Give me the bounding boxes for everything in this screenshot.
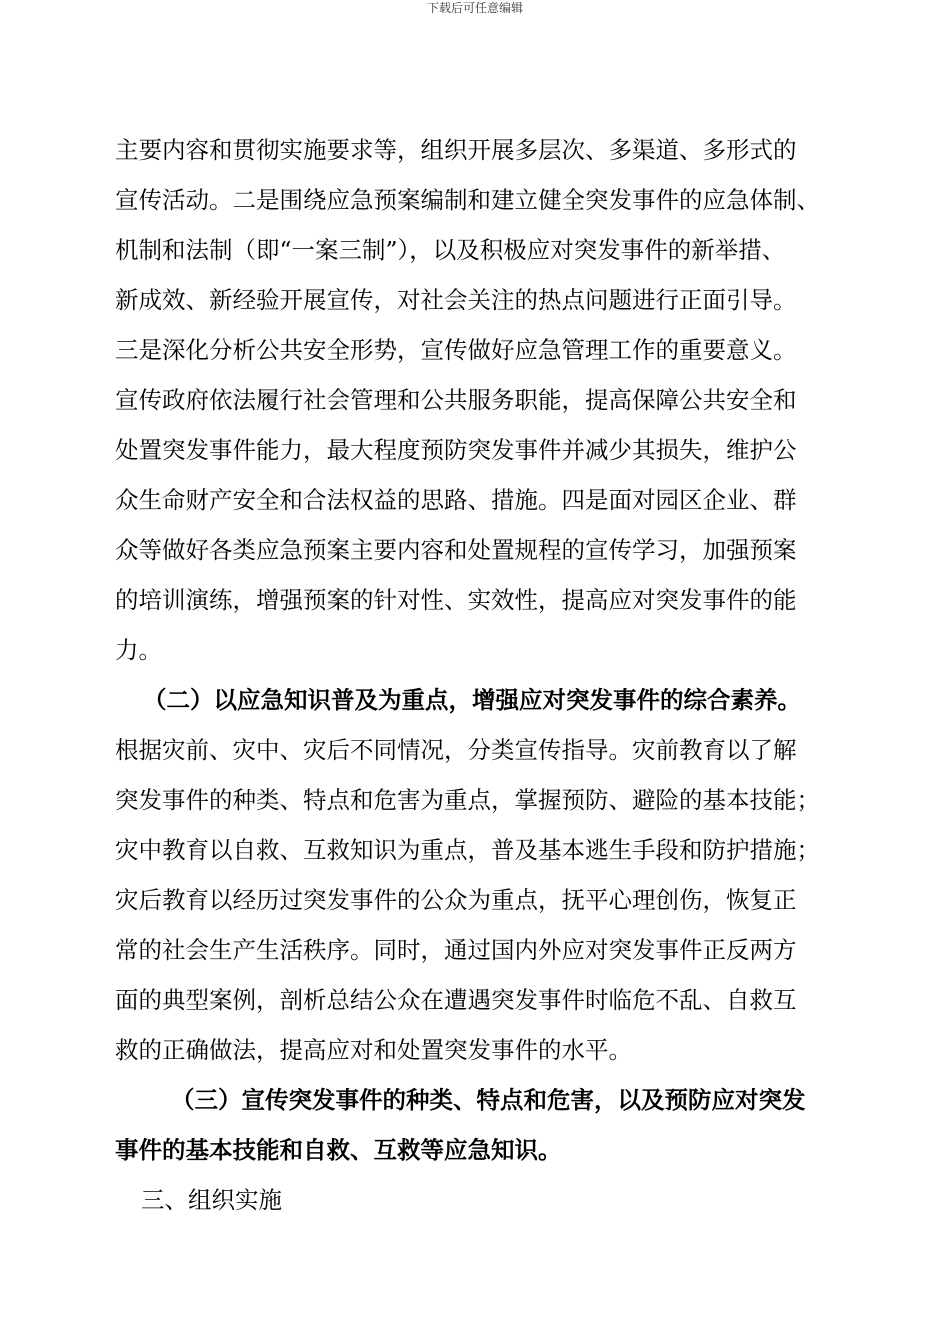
text-line: 众等做好各类应急预案主要内容和处置规程的宣传学习，加强预案: [115, 536, 797, 564]
text-line: 众生命财产安全和合法权益的思路、措施。四是面对园区企业、群: [115, 486, 797, 514]
text-line: 新成效、新经验开展宣传，对社会关注的热点问题进行正面引导。: [115, 286, 797, 314]
text-line: 突发事件的种类、特点和危害为重点，掌握预防、避险的基本技能；: [115, 786, 820, 814]
text-line: 宣传活动。二是围绕应急预案编制和建立健全突发事件的应急体制、: [115, 186, 820, 214]
paragraph-4: [115, 1175, 865, 1225]
text-line: 面的典型案例，剖析总结公众在遭遇突发事件时临危不乱、自救互: [115, 986, 797, 1014]
text-line: 机制和法制（即“一案三制”），以及积极应对突发事件的新举措、: [115, 236, 786, 264]
text-line: 常的社会生产生活秩序。同时，通过国内外应对突发事件正反两方: [115, 936, 797, 964]
text-line: 主要内容和贯彻实施要求等，组织开展多层次、多渠道、多形式的: [115, 136, 797, 164]
text-line: 救的正确做法，提高应对和处置突发事件的水平。: [115, 1036, 632, 1064]
document-body: [115, 125, 865, 1225]
text-line: 灾中教育以自救、互救知识为重点，普及基本逃生手段和防护措施；: [115, 836, 820, 864]
page-header: 下载后可任意编辑: [426, 1, 523, 15]
text-line: 处置突发事件能力，最大程度预防突发事件并减少其损失，维护公: [115, 436, 797, 464]
text-line: 力。: [115, 636, 162, 664]
text-line: 宣传政府依法履行社会管理和公共服务职能，提高保障公共安全和: [115, 386, 797, 414]
chapter-heading: 三、组织实施: [141, 1186, 282, 1214]
text-line: 三是深化分析公共安全形势，宣传做好应急管理工作的重要意义。: [115, 336, 797, 364]
paragraph-2: [115, 675, 865, 1075]
section-heading: （三）宣传突发事件的种类、特点和危害，以及预防应对突发: [171, 1086, 806, 1114]
text-line: 的培训演练，增强预案的针对性、实效性，提高应对突发事件的能: [115, 586, 797, 614]
section-heading-continued: 事件的基本技能和自救、互救等应急知识。: [115, 1136, 562, 1164]
text-line: 灾后教育以经历过突发事件的公众为重点，抚平心理创伤，恢复正: [115, 886, 797, 914]
paragraph-3: [115, 1075, 865, 1175]
paragraph-1: [115, 125, 865, 675]
section-heading: （二）以应急知识普及为重点，增强应对突发事件的综合素养。: [143, 686, 801, 714]
text-line: 根据灾前、灾中、灾后不同情况，分类宣传指导。灾前教育以了解: [115, 736, 797, 764]
